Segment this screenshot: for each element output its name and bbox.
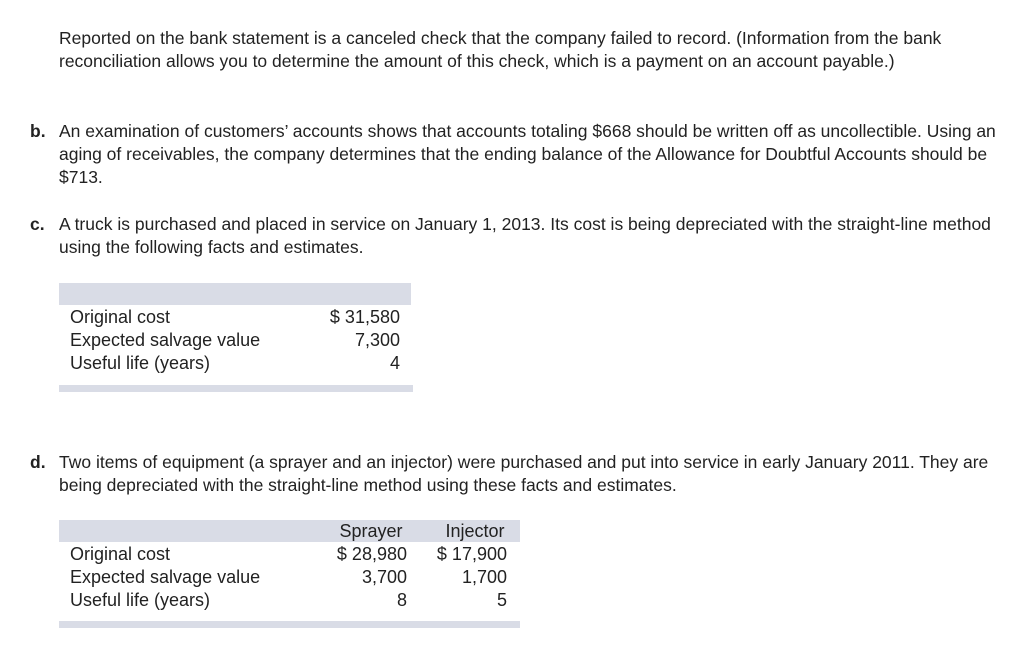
column-header-injector: Injector (445, 521, 505, 541)
item-c-paragraph: A truck is purchased and placed in service on January 1, 2013. Its cost is being depreciated with the straight-line method using the following facts and estimates. (59, 214, 991, 257)
table-c-row-value: 4 (389, 353, 400, 373)
table-d-footer-band (59, 621, 520, 628)
item-b-letter: b. (30, 121, 46, 141)
intro-paragraph: Reported on the bank statement is a canceled check that the company failed to record. (Information from the bank reconciliation allows you to determine the amount of this check, which is a payment on an account payable.) (59, 28, 942, 71)
column-header-sprayer: Sprayer (339, 521, 403, 541)
table-d-row-label: Original cost (70, 544, 171, 564)
table-c-row-label: Original cost (70, 307, 171, 327)
table-d-row-label: Useful life (years) (70, 590, 211, 610)
table-c-row-value: 7,300 (354, 330, 400, 350)
table-c-row-label: Expected salvage value (70, 330, 261, 350)
table-d-row-label: Expected salvage value (70, 567, 261, 587)
table-d-injector-value: 1,700 (461, 567, 507, 587)
item-d-paragraph: Two items of equipment (a sprayer and an injector) were purchased and put into service in early January 2011. They are being depreciated with the straight-line method using these facts and estimates. (59, 452, 989, 495)
table-c-row-label: Useful life (years) (70, 353, 211, 373)
table-d-sprayer-value: $ 28,980 (336, 544, 407, 564)
table-c-header-band (59, 283, 411, 305)
item-c-letter: c. (30, 214, 45, 234)
item-d-letter: d. (30, 452, 46, 472)
table-c-footer-band (59, 385, 413, 392)
table-c-row-value: $ 31,580 (329, 307, 400, 327)
table-d-injector-value: 5 (496, 590, 507, 610)
item-b-paragraph: An examination of customers’ accounts shows that accounts totaling $668 should be written off as uncollectible. Using an aging of receivables, the company determines that the ending balance of the Allowance for Doubtful Accounts should be $713. (59, 121, 996, 187)
table-d-sprayer-value: 3,700 (361, 567, 407, 587)
table-d-sprayer-value: 8 (396, 590, 407, 610)
table-d-injector-value: $ 17,900 (436, 544, 507, 564)
